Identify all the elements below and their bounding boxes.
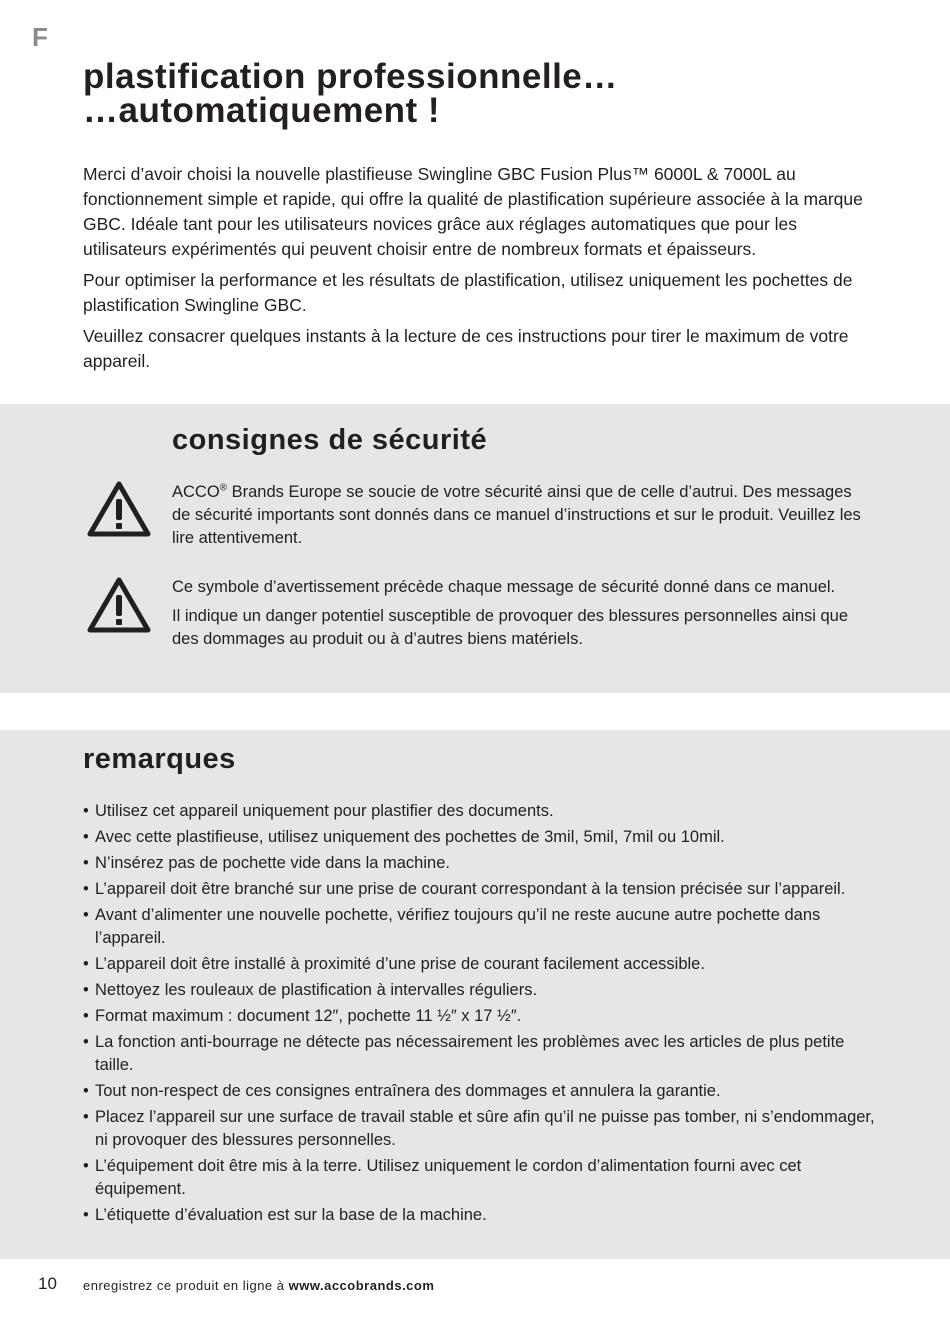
intro-paragraph: Pour optimiser la performance et les résultats de plastification, utilisez uniquement les pochettes de plastification Swingline GBC. — [83, 270, 853, 315]
list-item: • Nettoyez les rouleaux de plastification à intervalles réguliers. — [83, 979, 883, 1002]
intro-paragraph: Merci d’avoir choisi la nouvelle plastifieuse Swingline GBC Fusion Plus™ 6000L & 7000L au fonctionnement simple et rapide, qui offre la qualité de plastification supérieure associée à la marque GBC. Idéale tant pour les utilisateurs novices grâce aux réglages automatiques que pour les utilisateurs expérimentés qui peuvent choisir entre de nombreux formats et épaisseurs. — [83, 164, 863, 259]
list-item: • Avec cette plastifieuse, utilisez uniquement des pochettes de 3mil, 5mil, 7mil ou 10mil. — [83, 826, 883, 849]
safety-message-2-paragraph: Il indique un danger potentiel susceptible de provoquer des blessures personnelles ainsi que des dommages au produit ou à d’autres biens matériels. — [172, 607, 849, 648]
list-item: • Format maximum : document 12″, pochette 11 ½″ x 17 ½″. — [83, 1005, 883, 1028]
safety-heading: consignes de sécurité — [172, 424, 488, 456]
list-item: • L’étiquette d’évaluation est sur la base de la machine. — [83, 1204, 883, 1227]
safety-message-1 — [172, 481, 862, 556]
notes-list — [83, 800, 883, 1230]
list-item: • N’insérez pas de pochette vide dans la machine. — [83, 852, 883, 875]
brand-name: ACCO — [172, 483, 220, 501]
title-line-2: …automatiquement ! — [83, 91, 441, 130]
footer-text — [83, 1278, 434, 1293]
list-item: • Placez l’appareil sur une surface de travail stable et sûre afin qu’il ne puisse pas tomber, ni s’endommager, ni provoquer des blessures personnelles. — [83, 1106, 883, 1152]
warning-triangle-icon — [86, 576, 152, 634]
footer-label: enregistrez ce produit en ligne à — [83, 1278, 289, 1293]
safety-message-1-text: Brands Europe se soucie de votre sécurité ainsi que de celle d’autrui. Des messages de sécurité importants sont donnés dans ce manuel d’instructions et sur le produit. Veuillez les lire attentivement. — [172, 483, 861, 547]
title-line-1: plastification professionnelle… — [83, 57, 618, 96]
section-letter: F — [32, 22, 48, 52]
notes-heading: remarques — [83, 743, 236, 775]
page-title — [83, 57, 618, 130]
list-item: • L’appareil doit être installé à proximité d’une prise de courant facilement accessible. — [83, 953, 883, 976]
list-item: • Utilisez cet appareil uniquement pour plastifier des documents. — [83, 800, 883, 823]
list-item: • Tout non-respect de ces consignes entraînera des dommages et annulera la garantie. — [83, 1080, 883, 1103]
list-item: • La fonction anti-bourrage ne détecte pas nécessairement les problèmes avec les articles de plus petite taille. — [83, 1031, 883, 1077]
list-item: • L’équipement doit être mis à la terre. Utilisez uniquement le cordon d’alimentation fourni avec cet équipement. — [83, 1155, 883, 1201]
warning-triangle-icon — [86, 480, 152, 538]
registered-mark: ® — [219, 482, 228, 494]
page-number: 10 — [38, 1274, 57, 1293]
intro-text — [83, 162, 883, 380]
safety-message-2 — [172, 576, 862, 657]
footer-url[interactable]: www.accobrands.com — [288, 1278, 435, 1293]
list-item: • L’appareil doit être branché sur une prise de courant correspondant à la tension précisée sur l’appareil. — [83, 878, 883, 901]
list-item: • Avant d’alimenter une nouvelle pochette, vérifiez toujours qu’il ne reste aucune autre pochette dans l’appareil. — [83, 904, 883, 950]
intro-paragraph: Veuillez consacrer quelques instants à la lecture de ces instructions pour tirer le maximum de votre appareil. — [83, 326, 849, 371]
safety-message-2-paragraph: Ce symbole d’avertissement précède chaque message de sécurité donné dans ce manuel. — [172, 578, 836, 596]
